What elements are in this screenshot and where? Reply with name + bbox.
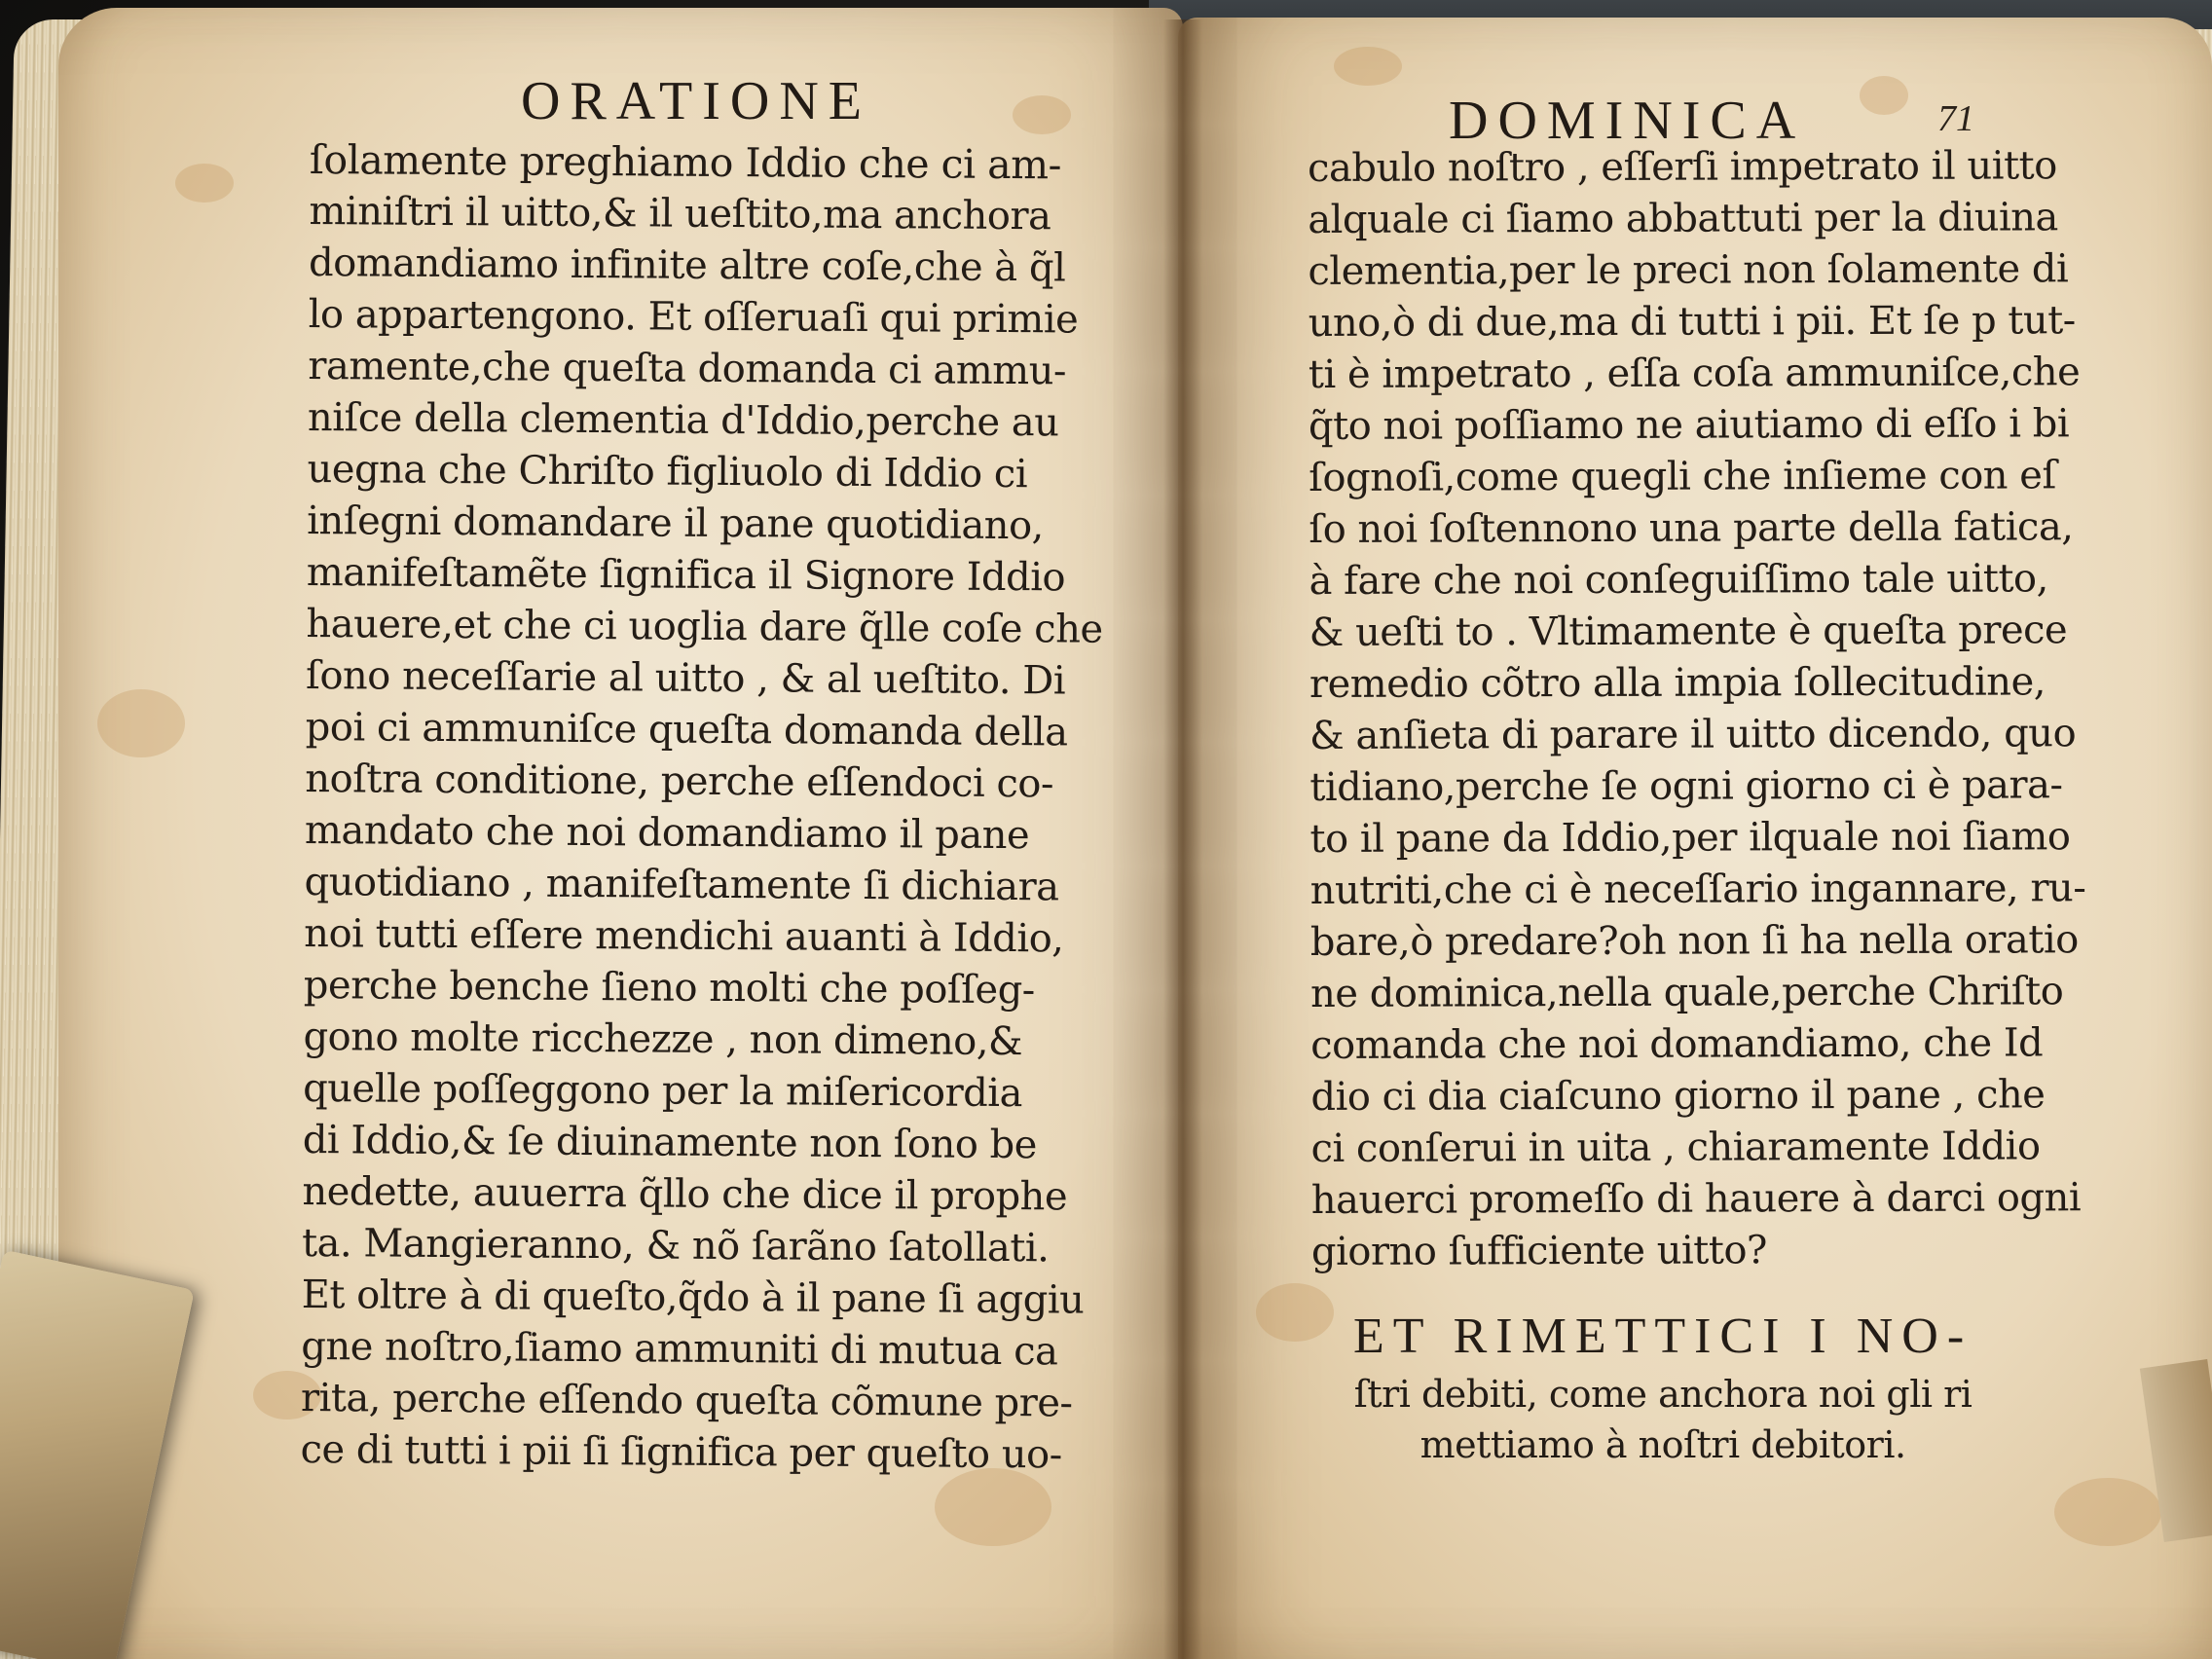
foxing-spot bbox=[175, 164, 234, 203]
text-line: mandato che noi domandiamo il pane bbox=[304, 807, 1030, 859]
text-line: domandiamo infinite altre coſe,che à q̃l bbox=[308, 240, 1066, 291]
text-line: quelle poſſeggono per la miſericordia bbox=[302, 1065, 1023, 1117]
text-line: uno,ò di due,ma di tutti i pii. Et ſe p tut- bbox=[1308, 298, 2076, 346]
foxing-spot bbox=[1256, 1283, 1334, 1342]
text-line: & ueſti to . Vltimamente è queſta prece bbox=[1309, 608, 2068, 655]
text-line: di Iddio,& ſe diuinamente non ſono be bbox=[302, 1117, 1038, 1168]
text-line: to il pane da Iddio,per ilquale noi ſiamo bbox=[1309, 814, 2071, 862]
text-line: à fare che noi conſeguiſſimo tale uitto, bbox=[1309, 556, 2048, 604]
text-line: inſegni domandare il pane quotidiano, bbox=[307, 498, 1044, 549]
text-line: gono molte ricchezze , non dimeno,& bbox=[303, 1014, 1023, 1065]
foxing-spot bbox=[2054, 1478, 2161, 1546]
text-line: giorno ſufficiente uitto? bbox=[1310, 1228, 1768, 1274]
text-line: alquale ci ſiamo abbattuti per la diuina bbox=[1308, 195, 2058, 242]
text-line: miniſtri il uitto,& il ueſtito,ma anchora bbox=[309, 188, 1051, 240]
book-gutter bbox=[1163, 19, 1202, 1659]
foxing-spot bbox=[1013, 95, 1071, 134]
text-line: tidiano,perche ſe ogni giorno ci è para- bbox=[1309, 762, 2063, 810]
text-line: ſono neceſſarie al uitto , & al ueſtito. Di bbox=[305, 652, 1066, 704]
foxing-spot bbox=[97, 689, 185, 757]
text-line: q̃to noi poſſiamo ne aiutiamo di eſſo i bi bbox=[1308, 401, 2070, 449]
text-line: perche benche ſieno molti che poſſeg- bbox=[303, 962, 1035, 1014]
text-line: cabulo noſtro , eſſerſi impetrato il uitto bbox=[1308, 143, 2057, 191]
text-line: & anſieta di parare il uitto dicendo, quo bbox=[1309, 711, 2077, 758]
text-line: gne noſtro,ſiamo ammuniti di mutua ca bbox=[301, 1323, 1058, 1375]
text-line: rita, perche eſſendo queſta cõmune pre- bbox=[300, 1375, 1073, 1426]
text-line: ſo noi ſoſtennono una parte della fatica, bbox=[1309, 504, 2074, 552]
foxing-spot bbox=[1860, 76, 1908, 115]
text-line: noſtra conditione, perche eſſendoci co- bbox=[305, 756, 1054, 807]
right-body-text bbox=[1308, 140, 2087, 1278]
text-line: niſce della clementia d'Iddio,perche au bbox=[307, 394, 1059, 446]
text-line: ramente,che queſta domanda ci ammu- bbox=[308, 343, 1067, 394]
text-line: ne dominica,nella quale,perche Chriſto bbox=[1309, 969, 2064, 1016]
text-line: bare,ò predare?oh non ſi ha nella oratio bbox=[1309, 917, 2079, 965]
text-line: nedette, auuerra q̃llo che dice il prophe bbox=[302, 1168, 1068, 1220]
text-line: manifeſtamẽte ſignifica il Signore Iddio bbox=[306, 549, 1066, 601]
text-line: remedio cõtro alla impia ſollecitudine, bbox=[1309, 659, 2046, 707]
text-line: poi ci ammuniſce queſta domanda della bbox=[305, 704, 1068, 756]
text-line: ta. Mangieranno, & nõ ſarãno ſatollati. bbox=[301, 1220, 1050, 1272]
text-line: ti è impetrato , eſſa coſa ammuniſce,che bbox=[1308, 350, 2081, 397]
text-line: hauerci promeſſo di hauere à darci ogni bbox=[1310, 1175, 2082, 1223]
text-line: noi tutti eſſere mendichi auanti à Iddio, bbox=[304, 910, 1064, 962]
running-head-right: DOMINICA bbox=[1449, 91, 1806, 151]
section-heading: ET RIMETTICI I NO- bbox=[1353, 1309, 1973, 1364]
text-line: nutriti,che ci è neceſſario ingannare, ru- bbox=[1309, 866, 2086, 913]
text-line: clementia,per le preci non ſolamente di bbox=[1308, 246, 2069, 294]
page-number: 71 bbox=[1937, 98, 1974, 139]
running-head-left: ORATIONE bbox=[521, 71, 871, 131]
left-body-text bbox=[300, 134, 1106, 1482]
text-line: hauere,et che ci uoglia dare q̃lle coſe che bbox=[306, 601, 1103, 652]
text-line: uegna che Chriſto figliuolo di Iddio ci bbox=[307, 446, 1028, 498]
text-line: Et oltre à di queſto,q̃do à il pane ſi aggiu bbox=[301, 1272, 1085, 1323]
text-line: ci conſerui in uita , chiaramente Iddio bbox=[1310, 1124, 2041, 1171]
section-heading-line: ſtri debiti, come anchora noi gli ri bbox=[1353, 1373, 1972, 1416]
text-line: ſolamente preghiamo Iddio che ci am- bbox=[309, 135, 1062, 189]
text-line: dio ci dia ciaſcuno giorno il pane , che bbox=[1310, 1072, 2046, 1120]
foxing-spot bbox=[1334, 47, 1402, 86]
section-heading-block bbox=[1353, 1305, 1972, 1470]
text-line: ce di tutti i pii ſi ſignifica per queſto uo- bbox=[300, 1426, 1062, 1478]
text-line: comanda che noi domandiamo, che Id bbox=[1310, 1020, 2044, 1068]
text-line: quotidiano , manifeſtamente ſi dichiara bbox=[304, 859, 1059, 910]
text-line: ſognoſi,come quegli che inſieme con eſ bbox=[1309, 453, 2056, 500]
text-line: lo appartengono. Et oſſeruaſi qui primie bbox=[308, 291, 1079, 343]
section-heading-line: mettiamo à noſtri debitori. bbox=[1419, 1423, 1906, 1466]
